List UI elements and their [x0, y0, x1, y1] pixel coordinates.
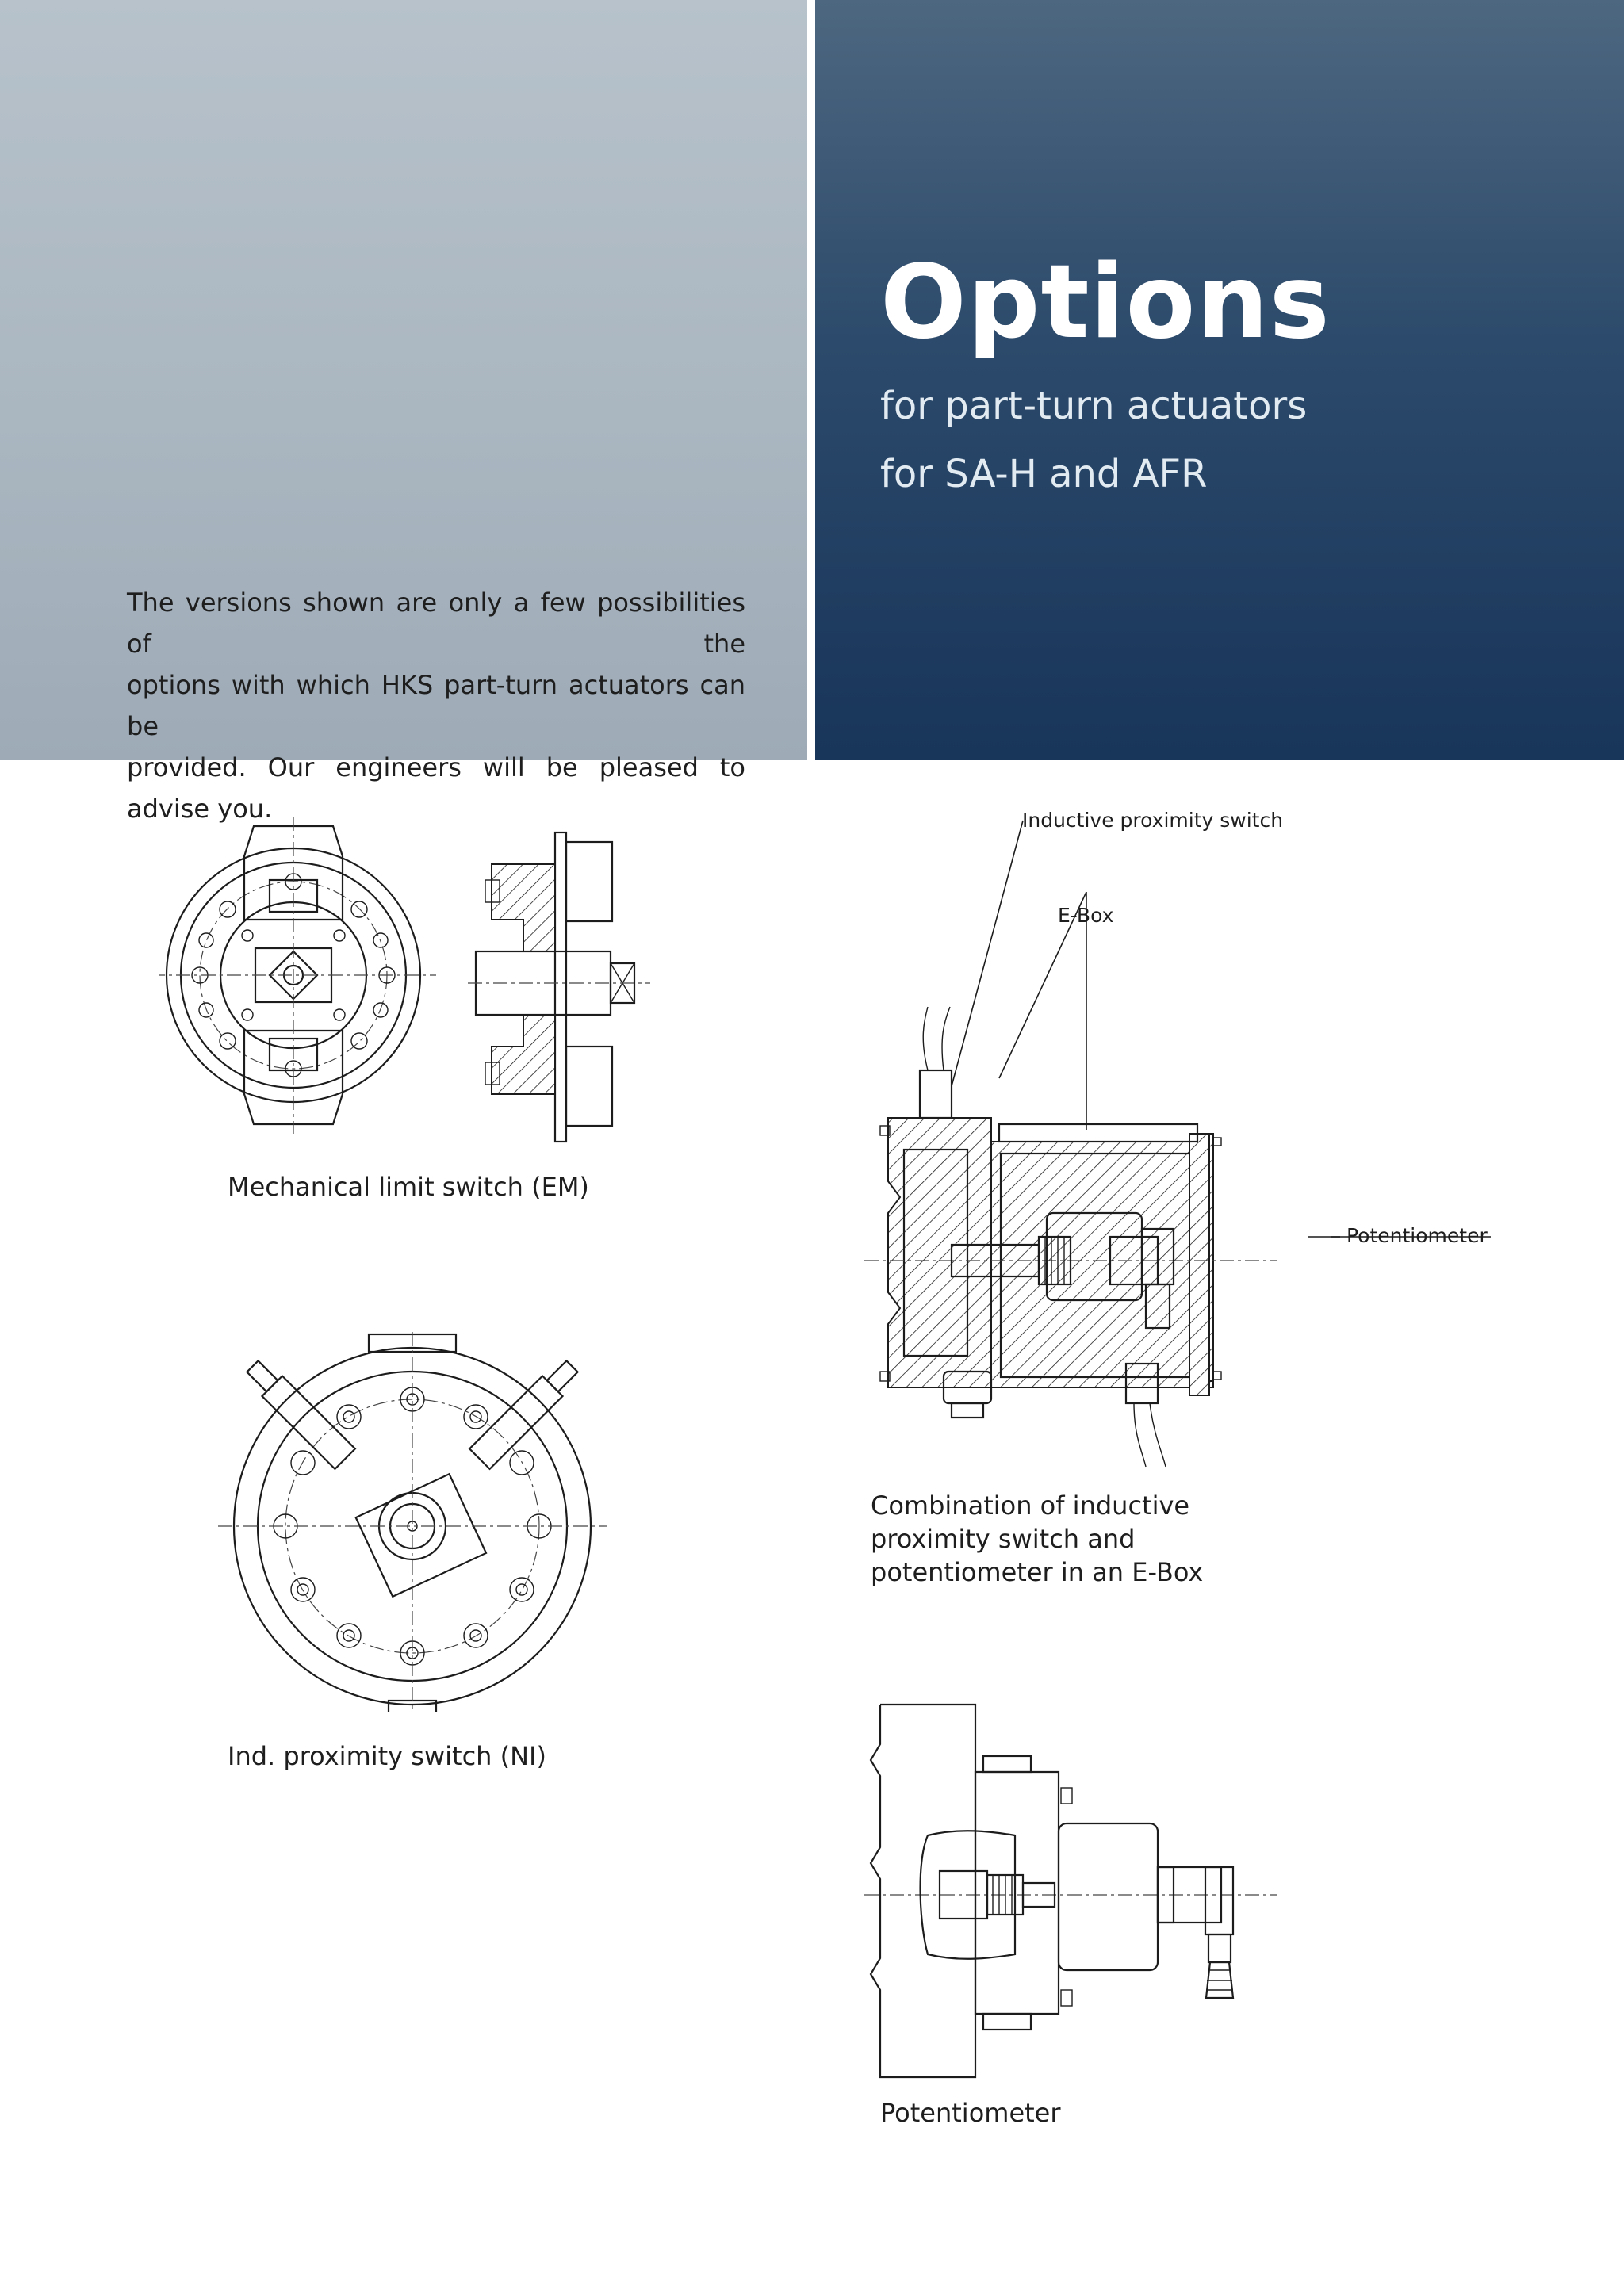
mechanical-limit-switch-drawing: [159, 817, 714, 1150]
subtitle-line-1: for part-turn actuators: [880, 384, 1308, 428]
caption-line: Combination of inductive: [871, 1490, 1190, 1521]
caption-inductive-proximity-switch: Ind. proximity switch (NI): [228, 1741, 546, 1771]
potentiometer-drawing: [864, 1697, 1277, 2093]
caption-potentiometer: Potentiometer: [880, 2098, 1061, 2128]
intro-line: provided. Our engineers will be pleased to advise you.: [127, 752, 745, 824]
intro-text: [127, 582, 745, 829]
page-title: Options: [880, 243, 1331, 362]
caption-mechanical-limit-switch: Mechanical limit switch (EM): [228, 1172, 589, 1202]
label-inductive-proximity-switch: Inductive proximity switch: [1022, 809, 1284, 832]
subtitle-line-2: for SA-H and AFR: [880, 452, 1208, 496]
intro-line: options with which HKS part-turn actuators can be: [127, 670, 745, 741]
label-potentiometer: Potentiometer: [1346, 1224, 1488, 1247]
caption-line: proximity switch and: [871, 1524, 1136, 1554]
intro-line: The versions shown are only a few possibilities of the: [127, 587, 745, 659]
caption-line: potentiometer in an E-Box: [871, 1557, 1204, 1587]
hero-right-panel: [815, 0, 1624, 760]
caption-ebox-combination: [871, 1489, 1203, 1589]
ebox-combination-drawing: [864, 817, 1499, 1483]
label-ebox: E-Box: [1058, 904, 1114, 927]
inductive-proximity-switch-drawing: [206, 1324, 619, 1712]
